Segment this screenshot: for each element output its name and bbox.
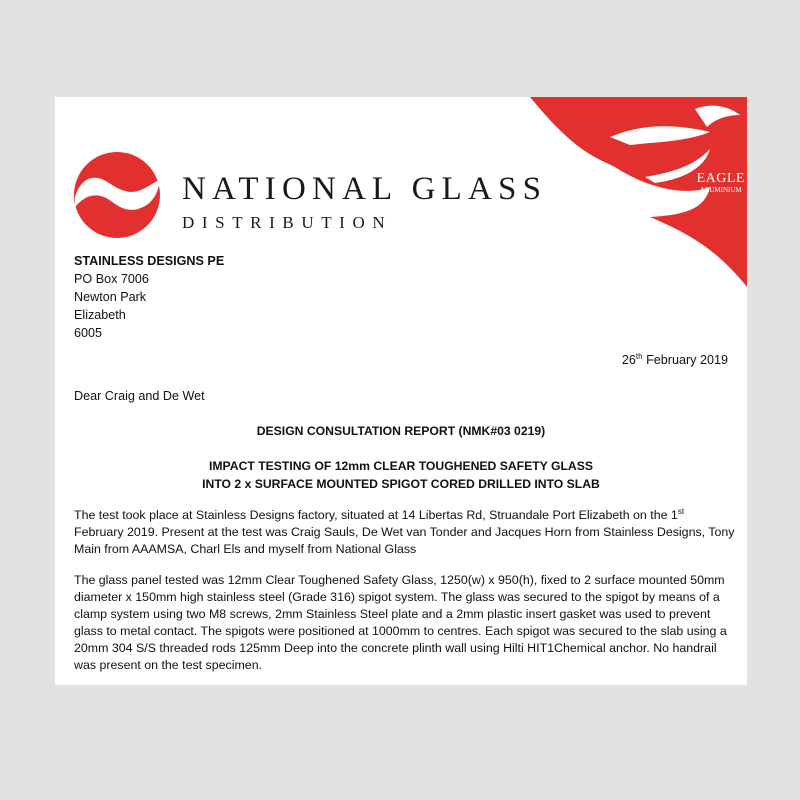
company-name: NATIONAL GLASS: [182, 171, 548, 207]
date-day: 26: [621, 353, 636, 367]
subject-line: IMPACT TESTING OF 12mm CLEAR TOUGHENED SAFETY GLASS: [209, 459, 593, 473]
address-line: Newton Park: [74, 290, 147, 304]
paragraph-test-specimen: [74, 572, 732, 674]
date-suffix: th: [635, 351, 643, 361]
ordinal-suffix: st: [677, 506, 685, 516]
document-page: [55, 97, 747, 685]
partner-sub: ALUMINIUM: [700, 186, 742, 194]
subject-heading: [55, 457, 747, 493]
salutation: Dear Craig and De Wet: [74, 389, 205, 403]
paragraph-text: The test took place at Stainless Designs factory, situated at 14 Libertas Rd, Struandale Port Elizabeth on the 1: [74, 508, 678, 522]
paragraph-line: [74, 507, 732, 524]
company-wordmark: [182, 173, 547, 231]
paragraph-line: glass to metal contact. The spigots were positioned at 1000mm to centres. Each spigot was secured to the slab using a: [74, 624, 727, 638]
recipient-address: [74, 252, 224, 342]
report-title: DESIGN CONSULTATION REPORT (NMK#03 0219): [256, 424, 546, 438]
eagle-aluminium-logo-text: [697, 172, 745, 194]
address-line: 6005: [74, 326, 103, 340]
partner-name: EAGLE: [696, 171, 745, 186]
paragraph-line: 20mm 304 S/S threaded rods 125mm Deep into the concrete plinth wall using Hilti HIT1Chemical anchor. No handrail: [74, 641, 717, 655]
address-line: PO Box 7006: [74, 272, 149, 286]
paragraph-line: February 2019. Present at the test was Craig Sauls, De Wet van Tonder and Jacques Horn from Stainless Designs, Tony: [74, 525, 735, 539]
paragraph-line: clamp system using two M8 screws, 2mm Stainless Steel plate and a 2mm plastic insert gasket was used to prevent: [74, 607, 711, 621]
subject-line: INTO 2 x SURFACE MOUNTED SPIGOT CORED DRILLED INTO SLAB: [202, 477, 600, 491]
paragraph-line: was present on the test specimen.: [74, 658, 263, 672]
address-line: Elizabeth: [74, 308, 126, 322]
paragraph-test-location: [74, 506, 735, 558]
national-glass-logo-icon: [73, 151, 161, 239]
paragraph-line: Main from AAAMSA, Charl Els and myself from National Glass: [74, 542, 417, 556]
recipient-name: STAINLESS DESIGNS PE: [74, 254, 225, 268]
paragraph-line: The glass panel tested was 12mm Clear Toughened Safety Glass, 1250(w) x 950(h), fixed to 2 surface mounted 50mm: [74, 573, 725, 587]
paragraph-line: diameter x 150mm high stainless steel (Grade 316) spigot system. The glass was secured to the spigot by means of a: [74, 590, 720, 604]
date-rest: February 2019: [642, 353, 728, 367]
company-sub: DISTRIBUTION: [182, 213, 393, 232]
letter-date: [622, 353, 728, 367]
